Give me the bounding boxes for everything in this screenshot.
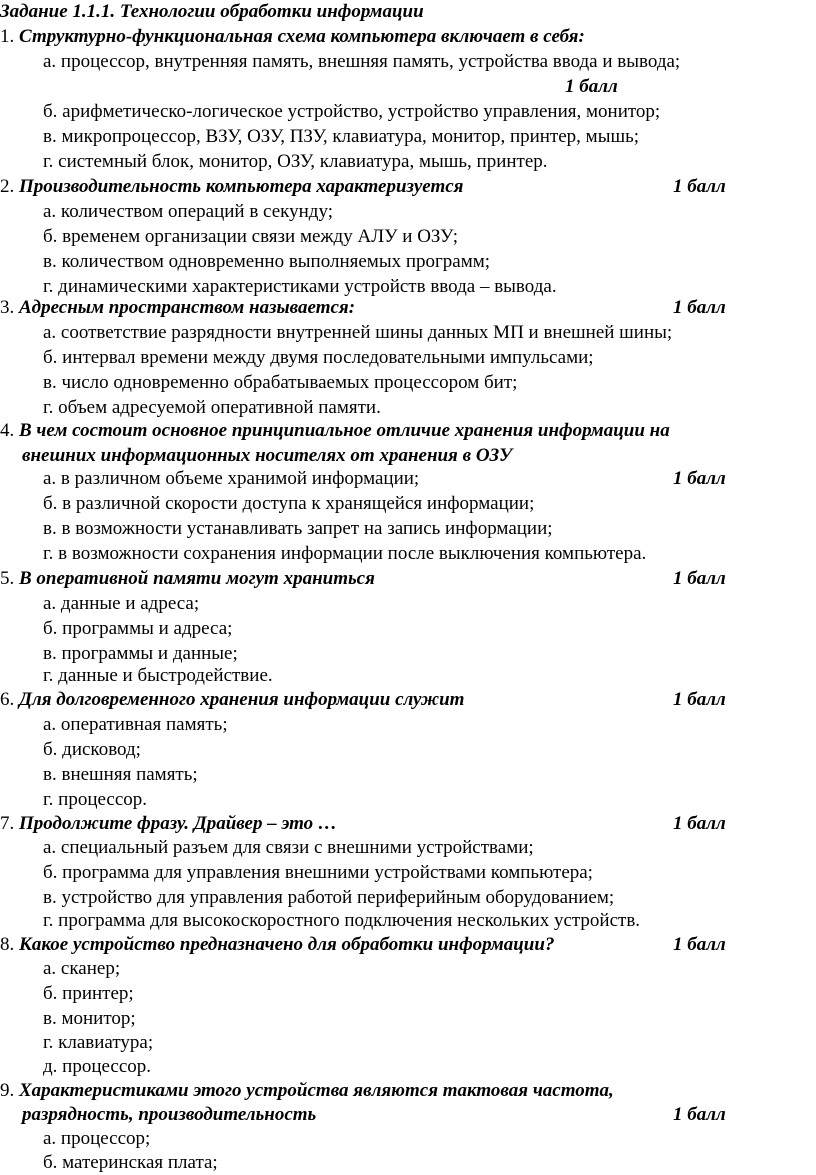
question-6 <box>0 689 464 711</box>
option: г. данные и быстродействие. <box>43 665 273 686</box>
score-label: 1 балл <box>673 934 726 955</box>
option: а. специальный разъем для связи с внешними устройствами; <box>43 837 534 858</box>
question-text: Для долговременного хранения информации служит <box>19 689 465 710</box>
question-number: 9. <box>0 1080 15 1101</box>
option: а. в различном объеме хранимой информации; <box>43 468 420 489</box>
question-text: В чем состоит основное принципиальное отличие хранения информации на <box>19 420 670 441</box>
option: б. временем организации связи между АЛУ и ОЗУ; <box>43 226 458 247</box>
question-2 <box>0 176 463 198</box>
option: а. сканер; <box>43 958 121 979</box>
option: в. в возможности устанавливать запрет на запись информации; <box>43 518 553 539</box>
question-5 <box>0 568 375 590</box>
question-9 <box>0 1080 614 1102</box>
score-label: 1 балл <box>673 568 726 589</box>
option: а. процессор; <box>43 1128 151 1149</box>
option: г. клавиатура; <box>43 1032 154 1053</box>
question-number: 2. <box>0 176 15 197</box>
option: г. программа для высокоскоростного подключения нескольких устройств. <box>43 910 641 931</box>
question-text: Производительность компьютера характеризуется <box>19 176 464 197</box>
question-text: Продолжите фразу. Драйвер – это … <box>19 813 337 834</box>
option: в. программы и данные; <box>43 643 238 664</box>
option: г. системный блок, монитор, ОЗУ, клавиатура, мышь, принтер. <box>43 151 548 172</box>
option: г. динамическими характеристиками устройств ввода – вывода. <box>43 276 557 297</box>
option: а. процессор, внутренняя память, внешняя память, устройства ввода и вывода; <box>43 51 681 72</box>
option: б. арифметическо-логическое устройство, устройство управления, монитор; <box>43 101 661 122</box>
question-text: Адресным пространством называется: <box>19 297 356 318</box>
question-9-continued <box>22 1104 316 1126</box>
option: б. программа для управления внешними устройствами компьютера; <box>43 862 593 883</box>
question-4 <box>0 420 670 442</box>
option: г. в возможности сохранения информации после выключения компьютера. <box>43 543 647 564</box>
question-3 <box>0 297 355 319</box>
option: б. дисковод; <box>43 739 141 760</box>
option: г. объем адресуемой оперативной памяти. <box>43 397 381 418</box>
option: б. материнская плата; <box>43 1152 218 1173</box>
score-label: 1 балл <box>673 1104 726 1125</box>
option: б. в различной скорости доступа к хранящейся информации; <box>43 493 535 514</box>
question-4-continued <box>22 445 512 467</box>
option: а. оперативная память; <box>43 714 228 735</box>
option: в. число одновременно обрабатываемых процессором бит; <box>43 372 518 393</box>
question-number: 8. <box>0 934 15 955</box>
question-text: Структурно-функциональная схема компьютера включает в себя: <box>19 26 585 47</box>
question-text-continued: разрядность, производительность <box>22 1104 317 1125</box>
question-number: 4. <box>0 420 15 441</box>
question-number: 6. <box>0 689 15 710</box>
score-label: 1 балл <box>673 176 726 197</box>
question-1 <box>0 26 585 48</box>
option: б. программы и адреса; <box>43 618 233 639</box>
score-label: 1 балл <box>673 813 726 834</box>
question-text-continued: внешних информационных носителях от хранения в ОЗУ <box>22 445 513 466</box>
question-text: В оперативной памяти могут храниться <box>19 568 375 589</box>
question-number: 5. <box>0 568 15 589</box>
option: в. монитор; <box>43 1008 136 1029</box>
question-text: Характеристиками этого устройства являются тактовая частота, <box>19 1080 614 1101</box>
score-label: 1 балл <box>673 689 726 710</box>
question-text: Какое устройство предназначено для обработки информации? <box>19 934 555 955</box>
option: б. принтер; <box>43 983 134 1004</box>
score-label: 1 балл <box>673 468 726 489</box>
option: а. данные и адреса; <box>43 593 200 614</box>
option: б. интервал времени между двумя последовательными импульсами; <box>43 347 594 368</box>
option: г. процессор. <box>43 789 148 810</box>
option: в. устройство для управления работой периферийным оборудованием; <box>43 887 615 908</box>
question-number: 7. <box>0 813 15 834</box>
question-8 <box>0 934 554 956</box>
task-title: Задание 1.1.1. Технологии обработки информации <box>0 1 424 22</box>
option: в. внешняя память; <box>43 764 198 785</box>
option: д. процессор. <box>43 1056 152 1077</box>
option: а. соответствие разрядности внутренней шины данных МП и внешней шины; <box>43 322 673 343</box>
option: а. количеством операций в секунду; <box>43 201 333 222</box>
option: в. микропроцессор, ВЗУ, ОЗУ, ПЗУ, клавиатура, монитор, принтер, мышь; <box>43 126 640 147</box>
score-label: 1 балл <box>565 76 618 97</box>
score-label: 1 балл <box>673 297 726 318</box>
option: в. количеством одновременно выполняемых программ; <box>43 251 491 272</box>
question-7 <box>0 813 337 835</box>
question-number: 3. <box>0 297 15 318</box>
question-number: 1. <box>0 26 15 47</box>
